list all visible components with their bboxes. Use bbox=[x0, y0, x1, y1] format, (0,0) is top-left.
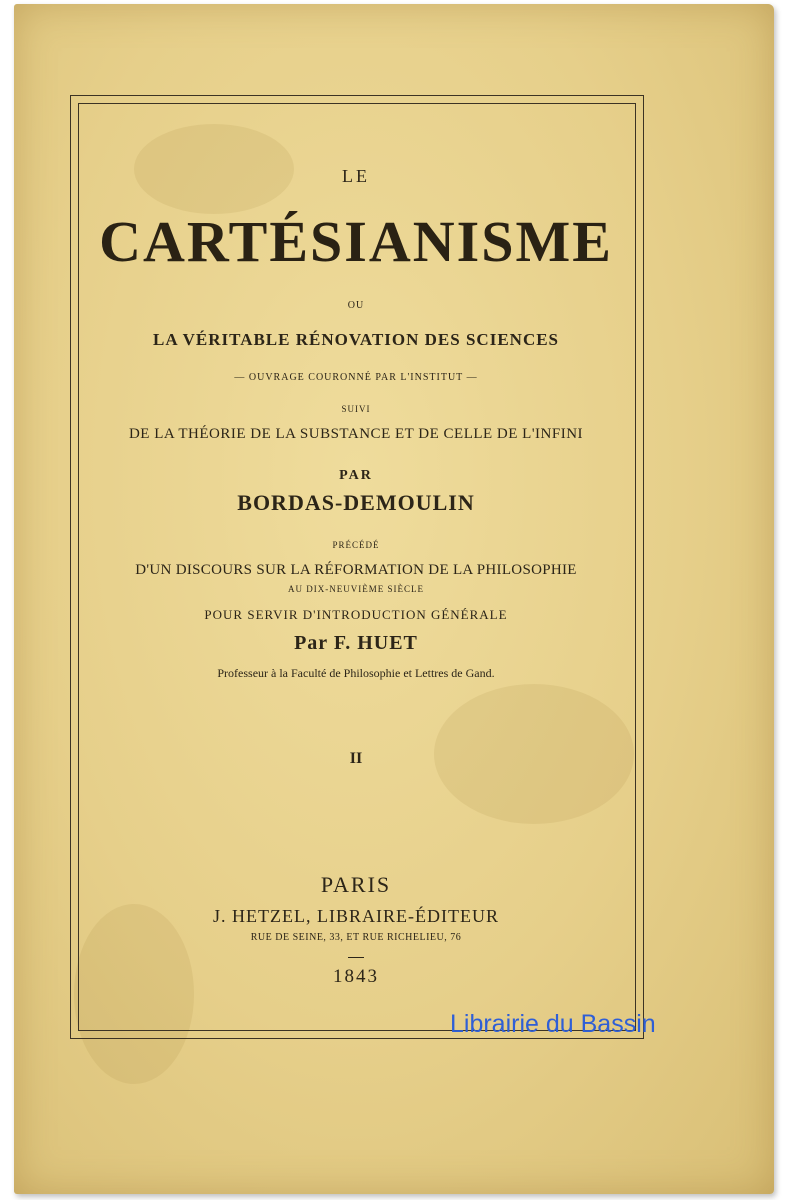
by-label: PAR bbox=[339, 468, 373, 483]
publication-city: PARIS bbox=[320, 872, 392, 897]
author-name: BORDAS-DEMOULIN bbox=[237, 490, 475, 515]
watermark-text: Librairie du Bassin bbox=[450, 1010, 656, 1038]
book-subtitle: LA VÉRITABLE RÉNOVATION DES SCIENCES bbox=[152, 330, 560, 349]
theory-line: DE LA THÉORIE DE LA SUBSTANCE ET DE CELLE DE L'INFINI bbox=[128, 426, 584, 442]
book-title: CARTÉSIANISME bbox=[99, 209, 613, 274]
award-note: — OUVRAGE COURONNÉ PAR L'INSTITUT — bbox=[234, 372, 478, 383]
discourse-line: D'UN DISCOURS SUR LA RÉFORMATION DE LA PHILOSOPHIE bbox=[135, 562, 577, 578]
century-line: AU DIX-NEUVIÈME SIÈCLE bbox=[288, 584, 424, 594]
volume-number: II bbox=[349, 750, 363, 767]
publisher-address: RUE DE SEINE, 33, ET RUE RICHELIEU, 76 bbox=[250, 932, 462, 943]
title-conjunction: OU bbox=[347, 300, 365, 311]
professor-line: Professeur à la Faculté de Philosophie et Lettres de Gand. bbox=[217, 666, 495, 680]
divider bbox=[348, 957, 364, 958]
preceded-by-label: PRÉCÉDÉ bbox=[332, 540, 380, 550]
publisher-name: J. HETZEL, LIBRAIRE-ÉDITEUR bbox=[213, 906, 499, 926]
followed-by-label: SUIVI bbox=[341, 404, 371, 414]
title-article: LE bbox=[342, 166, 370, 186]
publication-year: 1843 bbox=[333, 966, 379, 987]
introduction-author: Par F. HUET bbox=[294, 632, 418, 654]
purpose-line: POUR SERVIR D'INTRODUCTION GÉNÉRALE bbox=[204, 607, 508, 622]
